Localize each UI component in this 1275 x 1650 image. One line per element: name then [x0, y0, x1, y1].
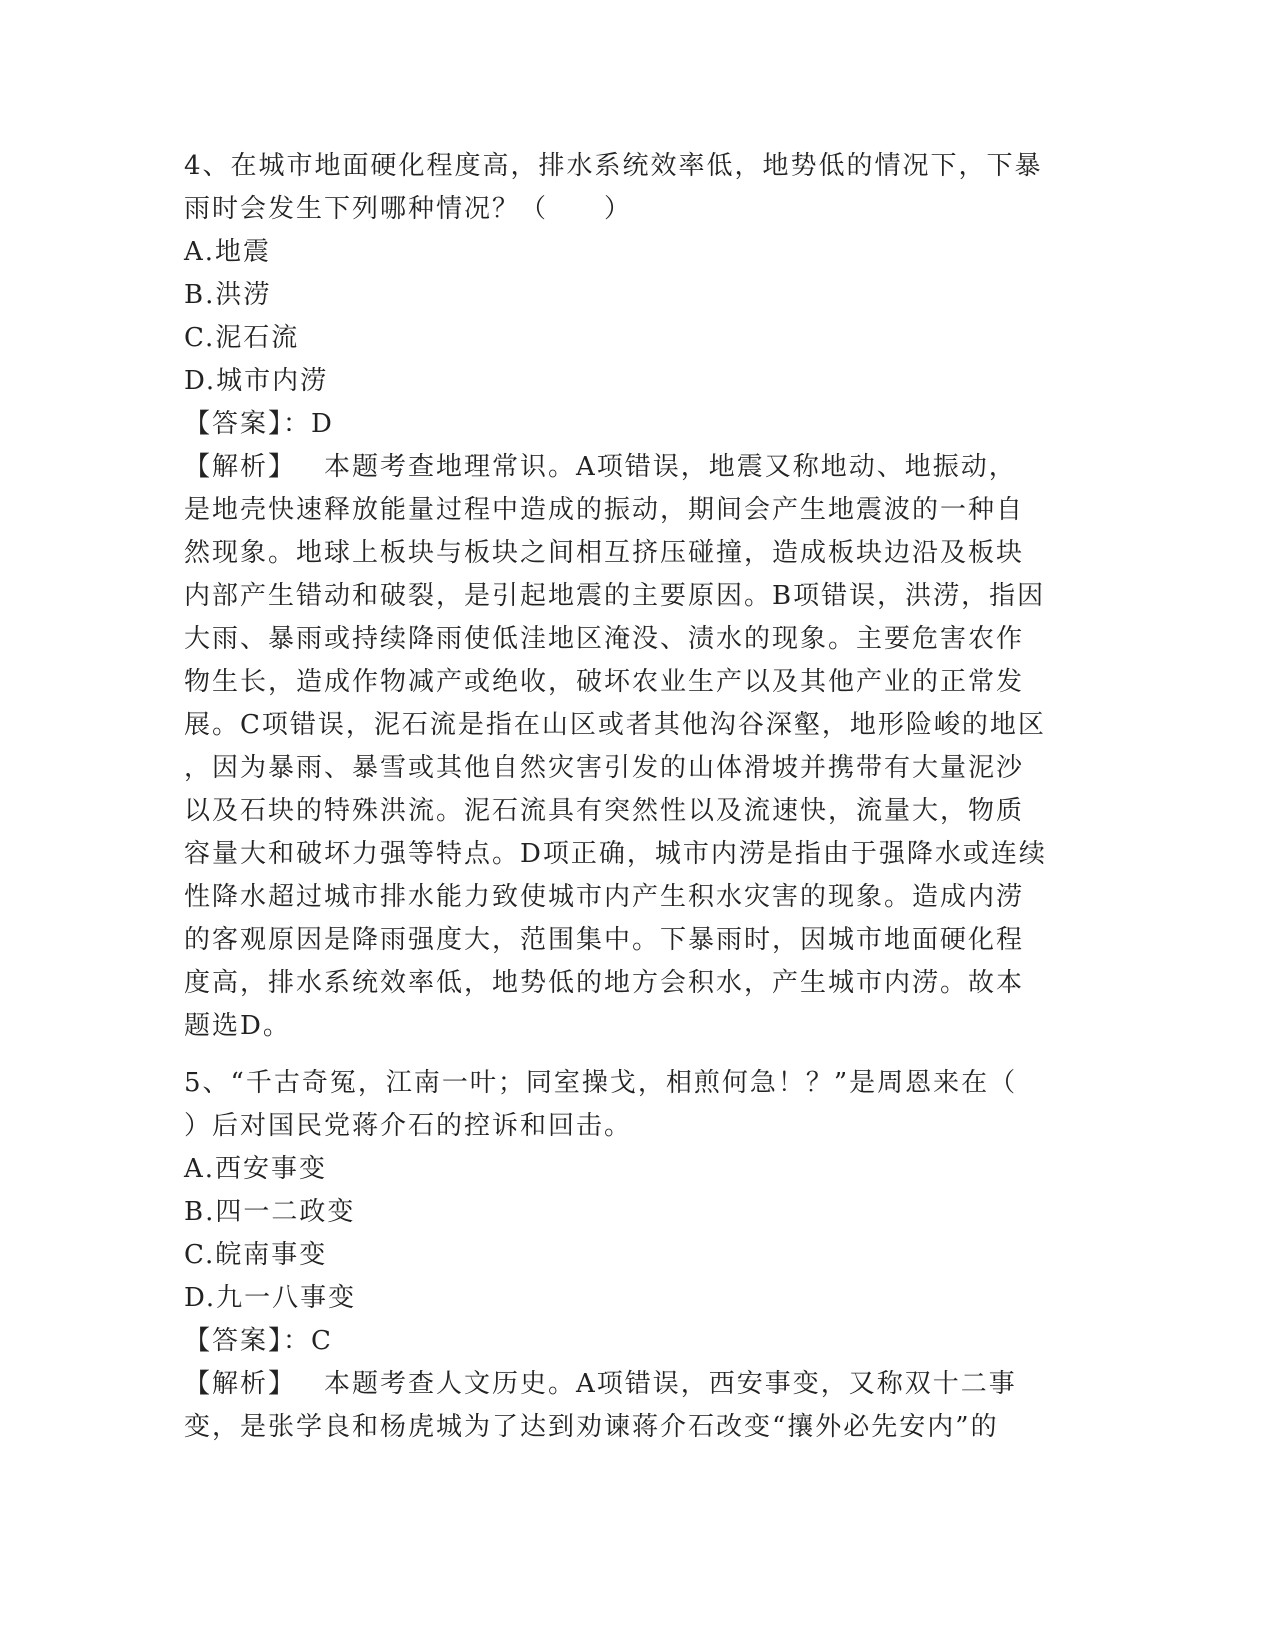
analysis-line: 题选D。: [184, 1011, 291, 1041]
analysis-line: 展。C项错误，泥石流是指在山区或者其他沟谷深壑，地形险峻的地区: [184, 710, 1046, 740]
answer-label: 【答案】：: [184, 1326, 312, 1356]
analysis-line: 性降水超过城市排水能力致使城市内产生积水灾害的现象。造成内涝: [184, 882, 1025, 912]
question-4: [184, 145, 1090, 1048]
question-stem-line: 雨时会发生下列哪种情况？（ ）: [184, 194, 633, 224]
analysis-line: [184, 446, 1090, 489]
analysis-text: 本题考查人文历史。A项错误，西安事变，又称双十二事: [324, 1369, 1017, 1399]
answer-line: [184, 1320, 1090, 1363]
option-b: B.四一二政变: [184, 1197, 356, 1227]
option-a: A.地震: [184, 237, 272, 267]
question-stem-line: 4、在城市地面硬化程度高，排水系统效率低，地势低的情况下，下暴: [184, 151, 1043, 181]
option-c: C.皖南事变: [184, 1240, 328, 1270]
option-d: D.城市内涝: [184, 366, 329, 396]
analysis-line: 物生长，造成作物减产或绝收，破坏农业生产以及其他产业的正常发: [184, 667, 1025, 697]
answer-value: D: [311, 409, 334, 439]
analysis-line: 内部产生错动和破裂，是引起地震的主要原因。B项错误，洪涝，指因: [184, 581, 1046, 611]
question-gap: [184, 1048, 1090, 1062]
question-stem-line: 5、“千古奇冤，江南一叶；同室操戈，相煎何急！？”是周恩来在（: [184, 1068, 1018, 1098]
question-stem-line: ）后对国民党蒋介石的控诉和回击。: [184, 1111, 633, 1141]
answer-label: 【答案】：: [184, 409, 312, 439]
option-d: D.九一八事变: [184, 1283, 357, 1313]
page-content: [184, 145, 1090, 1449]
answer-line: [184, 403, 1090, 446]
analysis-text: 本题考查地理常识。A项错误，地震又称地动、地振动，: [324, 452, 1017, 482]
answer-value: C: [311, 1326, 333, 1356]
analysis-line: 度高，排水系统效率低，地势低的地方会积水，产生城市内涝。故本: [184, 968, 1025, 998]
analysis-line: 容量大和破坏力强等特点。D项正确，城市内涝是指由于强降水或连续: [184, 839, 1047, 869]
analysis-line: 是地壳快速释放能量过程中造成的振动，期间会产生地震波的一种自: [184, 495, 1025, 525]
analysis-line: 以及石块的特殊洪流。泥石流具有突然性以及流速快，流量大，物质: [184, 796, 1025, 826]
analysis-line: [184, 1363, 1090, 1406]
option-a: A.西安事变: [184, 1154, 328, 1184]
analysis-label: 【解析】: [184, 1369, 297, 1399]
question-5: [184, 1062, 1090, 1449]
analysis-line: 的客观原因是降雨强度大，范围集中。下暴雨时，因城市地面硬化程: [184, 925, 1025, 955]
option-c: C.泥石流: [184, 323, 300, 353]
analysis-line: 然现象。地球上板块与板块之间相互挤压碰撞，造成板块边沿及板块: [184, 538, 1025, 568]
option-b: B.洪涝: [184, 280, 272, 310]
analysis-label: 【解析】: [184, 452, 297, 482]
analysis-line: ，因为暴雨、暴雪或其他自然灾害引发的山体滑坡并携带有大量泥沙: [184, 753, 1025, 783]
analysis-line: 变，是张学良和杨虎城为了达到劝谏蒋介石改变“攘外必先安内”的: [184, 1412, 999, 1442]
analysis-line: 大雨、暴雨或持续降雨使低洼地区淹没、渍水的现象。主要危害农作: [184, 624, 1025, 654]
